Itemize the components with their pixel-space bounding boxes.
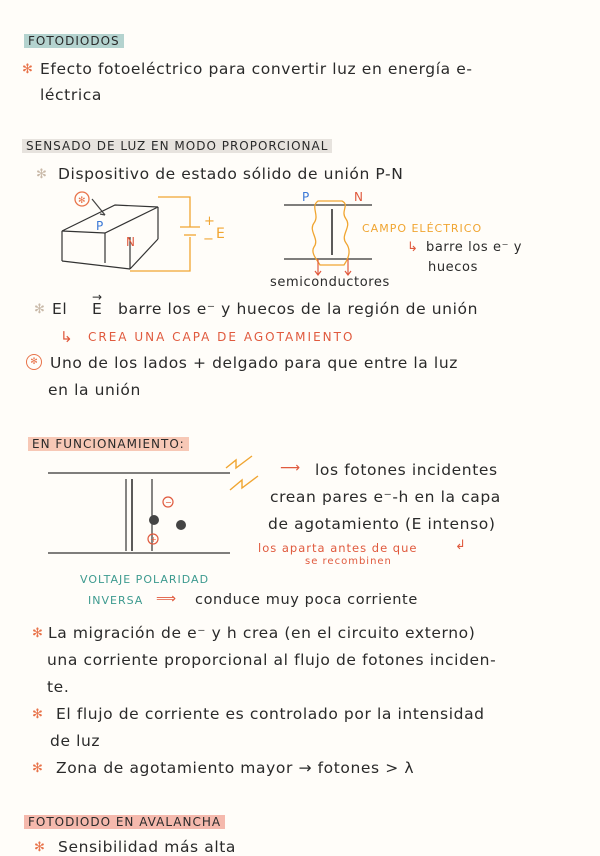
fig2-n-label: N [354,190,363,204]
heading-sensado: SENSADO DE LUZ EN MODO PROPORCIONAL [22,139,332,153]
n-region-label: N [126,235,135,249]
minus-sign: − [203,232,214,247]
voltage-label-1: VOLTAJE POLARIDAD [80,573,210,586]
svg-text:−: − [165,498,172,507]
return-arrow-icon: ↲ [455,538,466,553]
bullet-text: La migración de e⁻ y h crea (en el circuito externo) [48,624,476,642]
heading-fotodiodos: FOTODIODOS [24,34,124,48]
agotamiento-note: CREA UNA CAPA DE AGOTAMIENTO [88,330,355,344]
return-arrow-icon: ↳ [407,240,418,255]
svg-text:✻: ✻ [78,196,86,206]
return-arrow-icon: ↳ [60,328,73,346]
heading-avalancha: FOTODIODO EN AVALANCHA [24,815,225,829]
barre-text: barre los e⁻ y [426,240,523,255]
bullet-text: léctrica [40,86,102,104]
conduce-text: conduce muy poca corriente [195,592,418,608]
photon-lightning-icon [222,450,267,495]
svg-text:+: + [150,535,157,544]
bullet-text: Zona de agotamiento mayor → fotones > λ [56,759,415,777]
junction-field-figure [280,195,380,277]
double-arrow-icon: ⟹ [156,591,177,607]
bullet-star-icon: ✻ [36,167,47,182]
vector-e-symbol: → E [92,290,103,318]
bullet-text: Dispositivo de estado sólido de unión P-N [58,165,404,183]
p-region-label: P [96,219,104,233]
semiconductores-label: semiconductores [270,275,390,290]
bullet-star-icon: ✻ [34,302,45,317]
depletion-zone-figure [40,465,240,565]
bullet-text: Uno de los lados + delgado para que entre la luz [50,354,458,372]
recombine-note-1: los aparta antes de que [258,541,418,555]
bullet-star-icon: ✻ [32,761,43,776]
bullet-text: una corriente proporcional al flujo de fotones inciden- [47,651,497,669]
huecos-text: huecos [428,260,478,275]
campo-electrico-label: CAMPO ELÉCTRICO [362,222,483,235]
bullet-text: Efecto fotoeléctrico para convertir luz en energía e- [40,60,473,78]
arrow-right-icon: ⟶ [280,460,301,476]
bullet-text: de luz [50,732,101,750]
bullet-text: en la unión [48,381,141,399]
bullet-text: Sensibilidad más alta [58,838,237,856]
bullet-star-icon: ✻ [22,62,33,77]
plus-sign: + [204,214,215,229]
heading-funcionamiento: EN FUNCIONAMIENTO: [28,437,189,451]
func-text-3: de agotamiento (E intenso) [268,515,496,533]
recombine-note-2: se recombinen [305,556,392,567]
bullet-star-icon: ✻ [32,707,43,722]
func-text-1: los fotones incidentes [315,461,498,479]
diode-block-figure [60,185,235,275]
bullet-text: El flujo de corriente es controlado por la intensidad [56,705,485,723]
bullet-text: te. [47,678,70,696]
func-text-2: crean pares e⁻-h en la capa [270,488,501,506]
bullet-text-pre: El [52,300,68,318]
voltage-label-2: INVERSA [88,594,144,607]
bullet-text: barre los e⁻ y huecos de la región de unión [118,300,479,318]
bullet-star-icon: ✻ [34,840,45,855]
voltage-e-label: E [216,226,225,242]
circled-star-icon: ✻ [26,354,42,370]
bullet-star-icon: ✻ [32,626,43,641]
fig2-p-label: P [302,190,310,204]
